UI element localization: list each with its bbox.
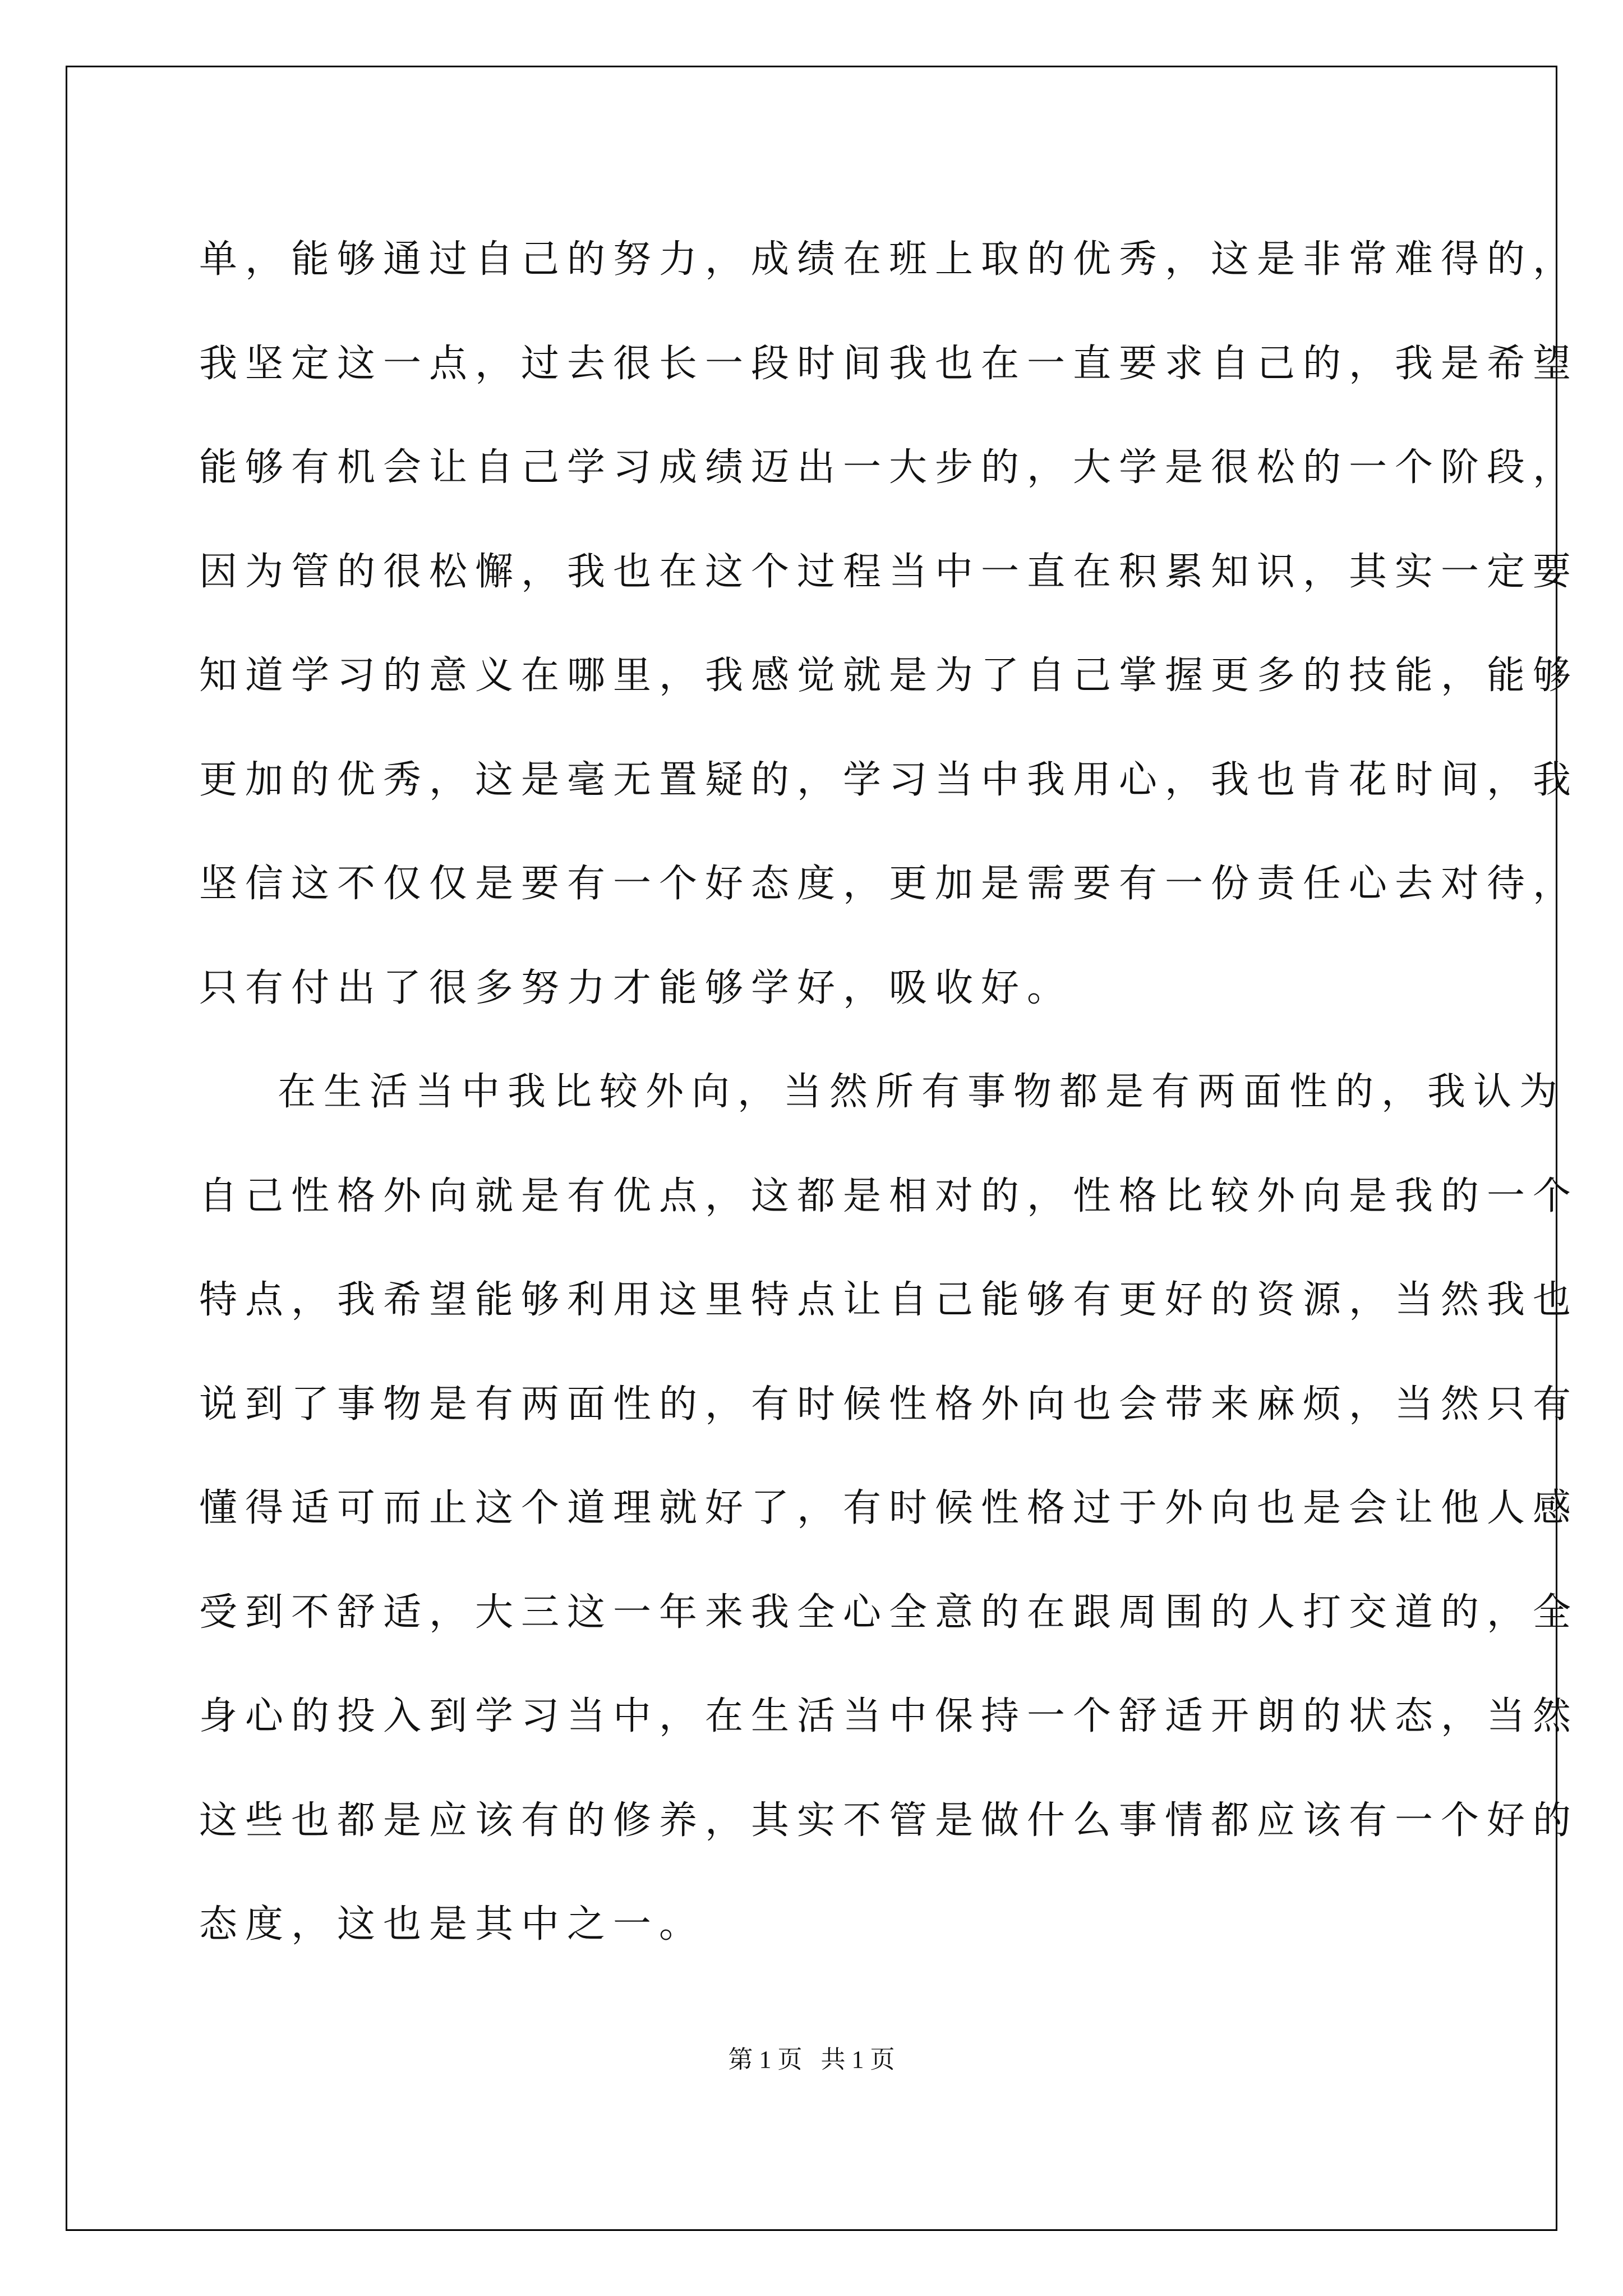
text-line: 受到不舒适，大三这一年来我全心全意的在跟周围的人打交道的，全	[199, 1590, 1579, 1635]
text-line: 单，能够通过自己的努力，成绩在班上取的优秀，这是非常难得的，	[199, 237, 1579, 282]
text-line: 更加的优秀，这是毫无置疑的，学习当中我用心，我也肯花时间，我	[199, 757, 1579, 802]
text-line: 因为管的很松懈，我也在这个过程当中一直在积累知识，其实一定要	[199, 549, 1579, 594]
text-line: 只有付出了很多努力才能够学好，吸收好。	[199, 965, 1073, 1010]
text-line: 说到了事物是有两面性的，有时候性格外向也会带来麻烦，当然只有	[199, 1382, 1579, 1427]
text-line: 特点，我希望能够利用这里特点让自己能够有更好的资源，当然我也	[199, 1278, 1579, 1322]
paragraph-start-line: 在生活当中我比较外向，当然所有事物都是有两面性的，我认为	[278, 1070, 1566, 1114]
text-line: 懂得适可而止这个道理就好了，有时候性格过于外向也是会让他人感	[199, 1486, 1579, 1530]
text-line: 身心的投入到学习当中，在生活当中保持一个舒适开朗的状态，当然	[199, 1694, 1579, 1738]
page-number-footer: 第 1 页 共 1 页	[728, 2046, 895, 2073]
text-line: 坚信这不仅仅是要有一个好态度，更加是需要有一份责任心去对待，	[199, 862, 1579, 906]
text-line: 这些也都是应该有的修养，其实不管是做什么事情都应该有一个好的	[199, 1798, 1579, 1843]
text-line: 知道学习的意义在哪里，我感觉就是为了自己掌握更多的技能，能够	[199, 654, 1579, 698]
document-body	[199, 208, 1579, 1977]
text-line: 我坚定这一点，过去很长一段时间我也在一直要求自己的，我是希望	[199, 341, 1579, 386]
text-line: 自己性格外向就是有优点，这都是相对的，性格比较外向是我的一个	[199, 1174, 1579, 1218]
text-line: 能够有机会让自己学习成绩迈出一大步的，大学是很松的一个阶段，	[199, 445, 1579, 490]
text-line: 态度，这也是其中之一。	[199, 1902, 706, 1947]
